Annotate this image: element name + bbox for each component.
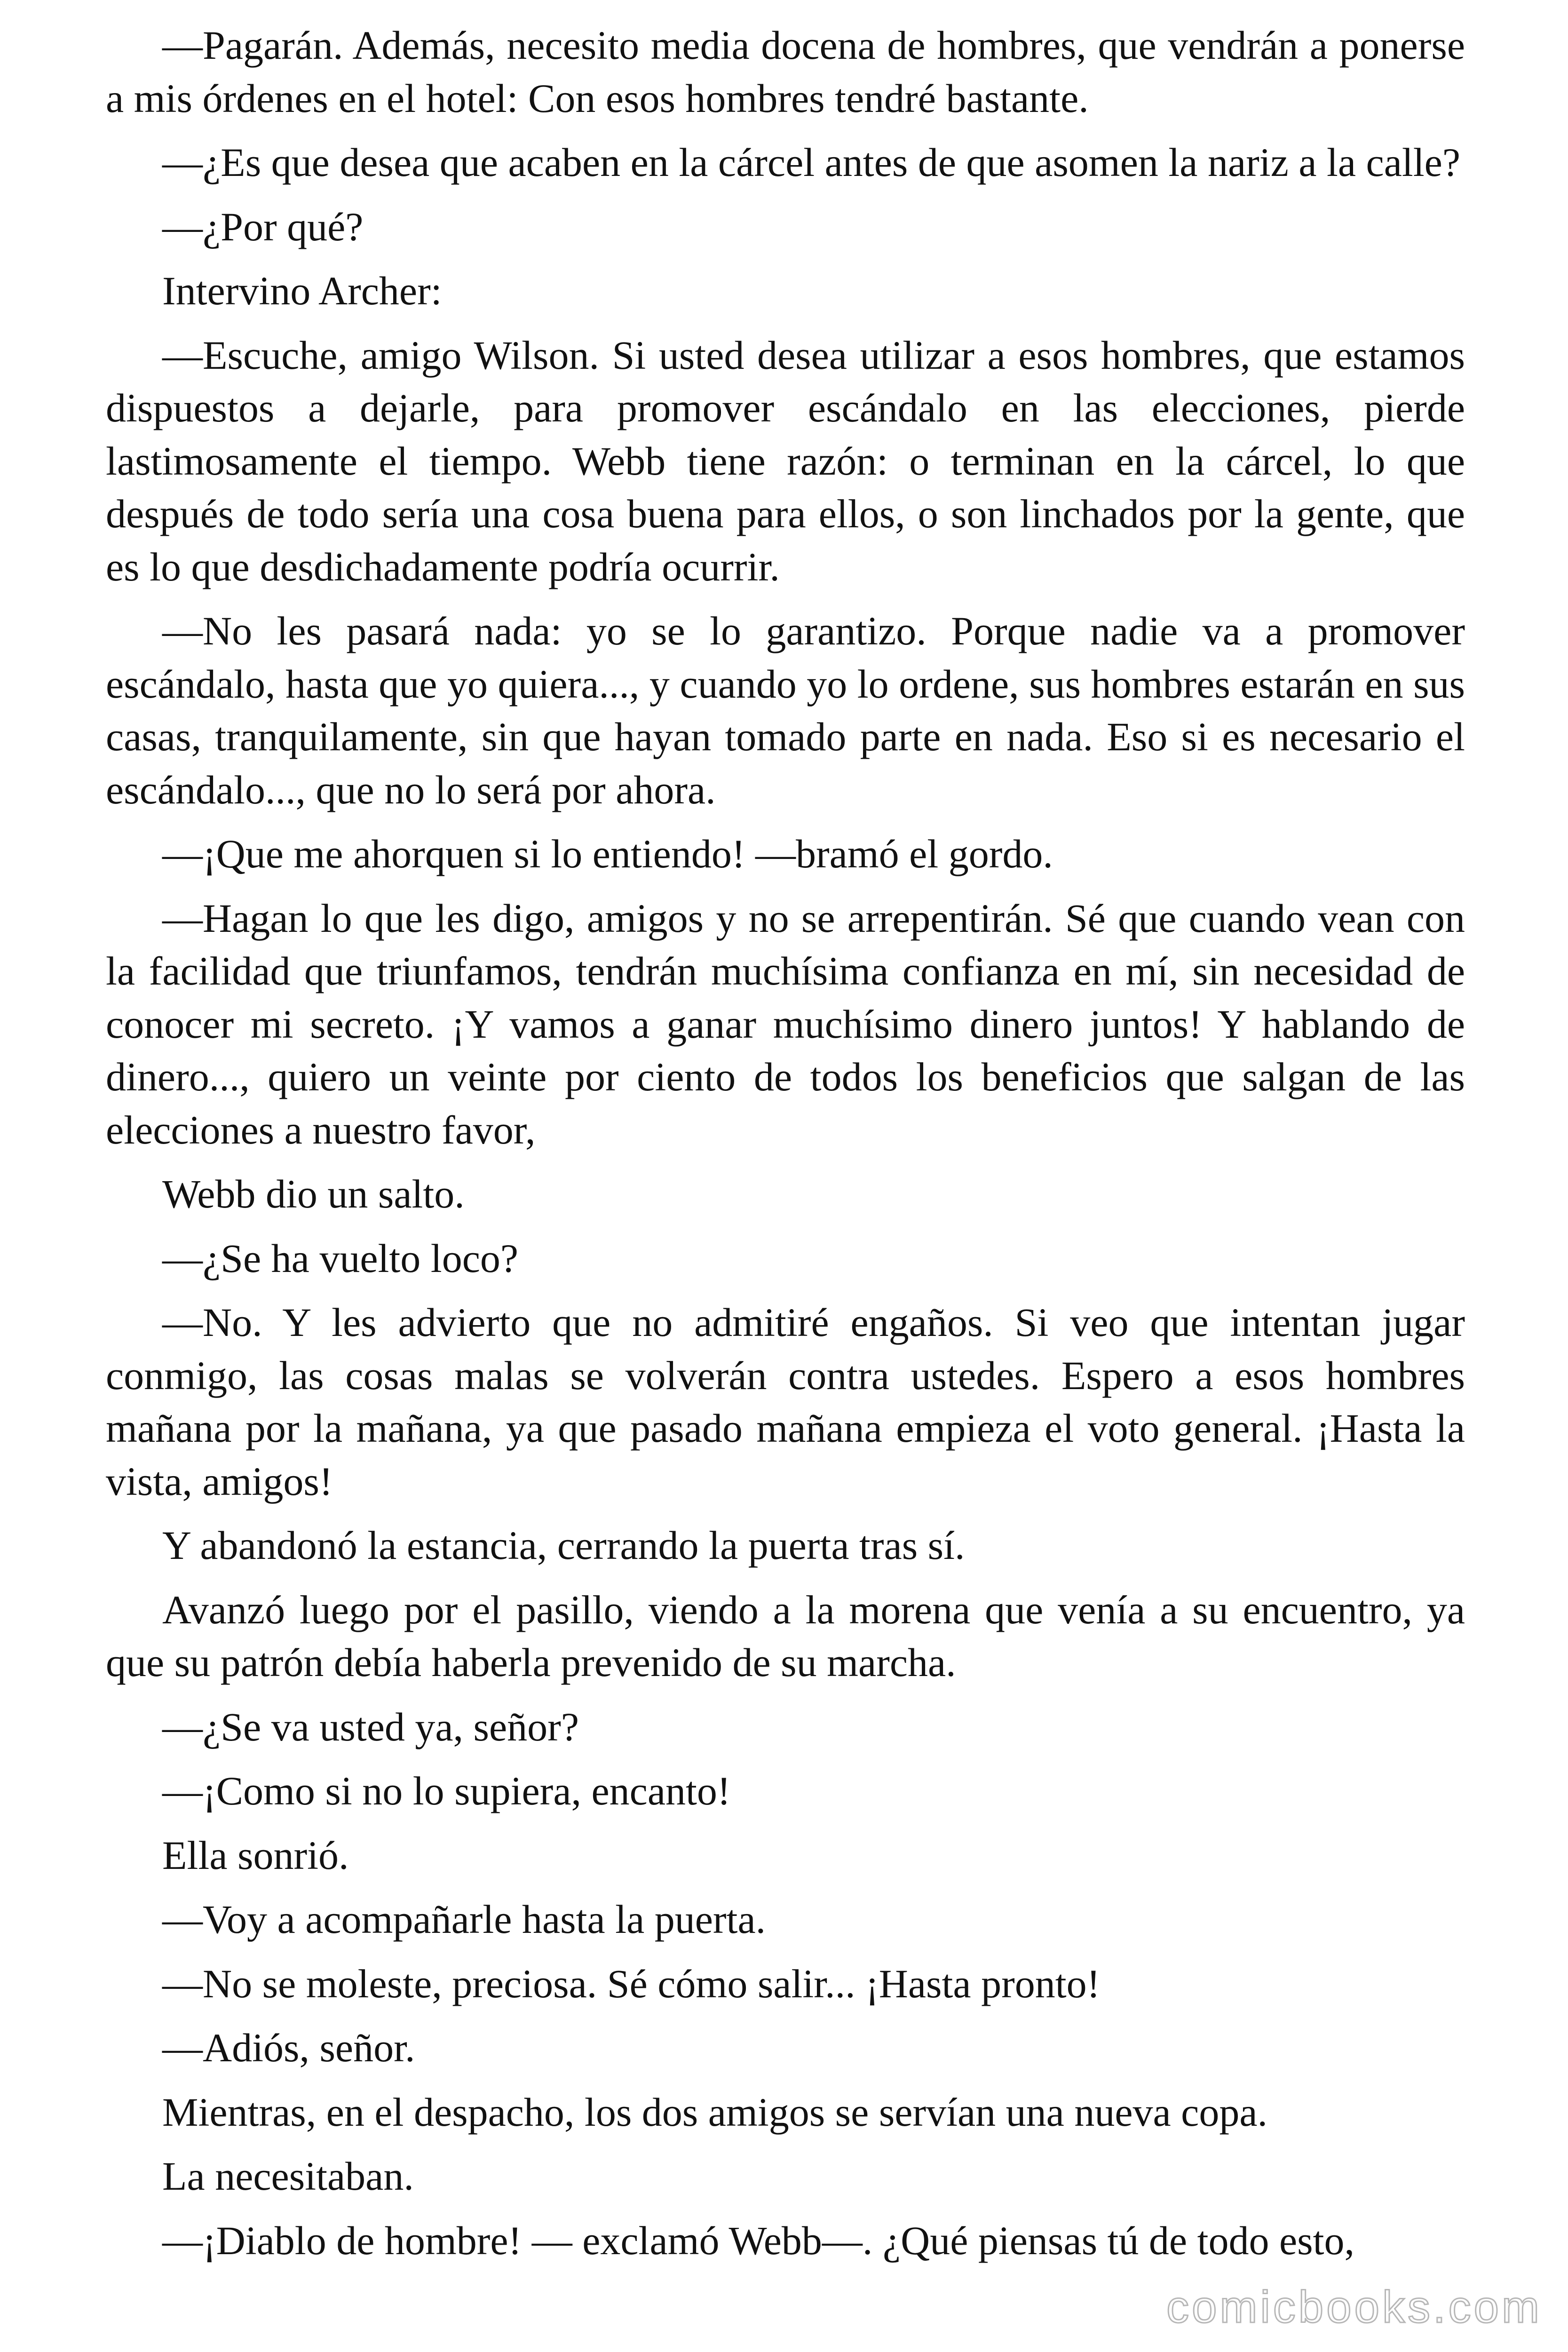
paragraph: —Hagan lo que les digo, amigos y no se arrepentirán. Sé que cuando vean con la facilidad que triunfamos, tendrán muchísima confianza en mí, sin necesidad de conocer mi secreto. ¡Y vamos a ganar muchísimo dinero juntos! Y hablando de dinero..., quiero un veinte por ciento de todos los beneficios que salgan de las elecciones a nuestro favor, [106, 895, 1465, 1152]
watermark: comicbooks.com [1166, 2282, 1542, 2332]
paragraph: Intervino Archer: [162, 268, 442, 313]
paragraph: Mientras, en el despacho, los dos amigos se servían una nueva copa. [162, 2089, 1268, 2135]
paragraph: —Adiós, señor. [162, 2025, 415, 2070]
paragraph: —No se moleste, preciosa. Sé cómo salir... ¡Hasta pronto! [162, 1961, 1101, 2006]
paragraph: —Escuche, amigo Wilson. Si usted desea utilizar a esos hombres, que estamos dispuestos a dejarle, para promover escándalo en las elecciones, pierde lastimosamente el tiempo. Webb tiene razón: o terminan en la cárcel, lo que después de todo sería una cosa buena para ellos, o son linchados por la gente, que es lo que desdichadamente podría ocurrir. [106, 332, 1465, 589]
paragraph: —Voy a acompañarle hasta la puerta. [162, 1897, 766, 1942]
paragraph: —¿Se ha vuelto loco? [162, 1235, 519, 1281]
paragraph: La necesitaban. [162, 2153, 414, 2199]
paragraph: —¡Diablo de hombre! — exclamó Webb—. ¿Qué piensas tú de todo esto, [162, 2217, 1355, 2263]
book-page-text [106, 19, 1465, 2267]
paragraph: —¿Se va usted ya, señor? [162, 1704, 579, 1749]
paragraph: Y abandonó la estancia, cerrando la puerta tras sí. [162, 1523, 965, 1568]
paragraph: —¿Es que desea que acaben en la cárcel antes de que asomen la nariz a la calle? [162, 140, 1461, 185]
paragraph: —¿Por qué? [162, 204, 364, 249]
paragraph: Avanzó luego por el pasillo, viendo a la morena que venía a su encuentro, ya que su patrón debía haberla prevenido de su marcha. [106, 1587, 1465, 1685]
paragraph: —No. Y les advierto que no admitiré engaños. Si veo que intentan jugar conmigo, las cosas malas se volverán contra ustedes. Espero a esos hombres mañana por la mañana, ya que pasado mañana empieza el voto general. ¡Hasta la vista, amigos! [106, 1300, 1465, 1504]
paragraph: —No les pasará nada: yo se lo garantizo. Porque nadie va a promover escándalo, hasta que yo quiera..., y cuando yo lo ordene, sus hombres estarán en sus casas, tranquilamente, sin que hayan tomado parte en nada. Eso si es necesario el escándalo..., que no lo será por ahora. [106, 608, 1465, 812]
paragraph: —Pagarán. Además, necesito media docena de hombres, que vendrán a ponerse a mis órdenes en el hotel: Con esos hombres tendré bastante. [106, 23, 1465, 121]
paragraph: Ella sonrió. [162, 1832, 349, 1878]
paragraph: —¡Que me ahorquen si lo entiendo! —bramó el gordo. [162, 831, 1053, 876]
paragraph: Webb dio un salto. [162, 1171, 465, 1216]
paragraph: —¡Como si no lo supiera, encanto! [162, 1768, 731, 1813]
